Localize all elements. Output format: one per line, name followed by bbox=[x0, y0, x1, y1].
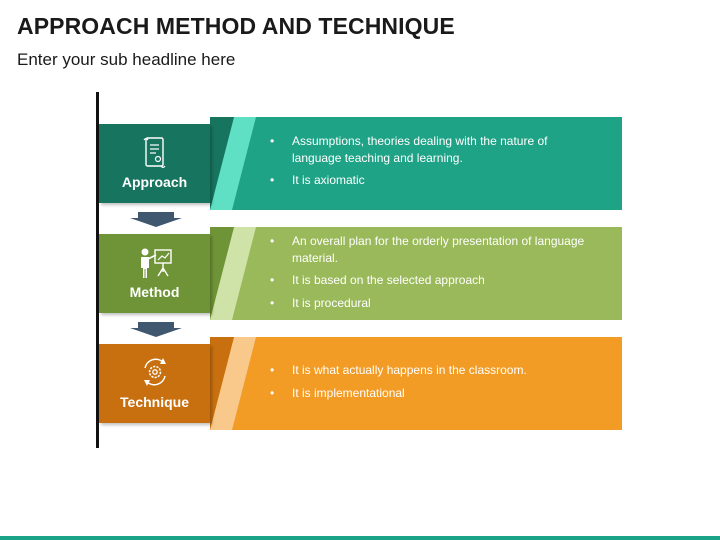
list-item bbox=[268, 172, 598, 189]
document-icon bbox=[99, 136, 210, 170]
technique-label-box bbox=[99, 344, 210, 423]
list-item bbox=[268, 233, 598, 266]
down-arrow-icon bbox=[130, 322, 182, 337]
bullet-dot-icon: • bbox=[270, 363, 275, 377]
approach-label-box bbox=[99, 124, 210, 203]
bullet-dot-icon: • bbox=[270, 385, 275, 400]
method-bullets bbox=[268, 233, 598, 317]
list-item bbox=[268, 362, 598, 379]
page-title: APPROACH METHOD AND TECHNIQUE bbox=[17, 13, 455, 39]
bullet-dot-icon: • bbox=[270, 295, 275, 310]
list-item bbox=[268, 295, 598, 312]
bullet-text: It is based on the selected approach bbox=[292, 273, 485, 287]
cycle-gear-icon bbox=[99, 356, 210, 390]
approach-label: Approach bbox=[121, 174, 188, 190]
bullet-text: It is procedural bbox=[292, 295, 371, 310]
bullet-text: It is implementational bbox=[292, 385, 405, 400]
bullet-text: It is axiomatic bbox=[292, 173, 365, 187]
technique-label: Technique bbox=[120, 394, 189, 410]
bottom-accent-bar bbox=[0, 536, 720, 540]
page-subtitle: Enter your sub headline here bbox=[17, 50, 236, 69]
bullet-dot-icon: • bbox=[270, 134, 275, 148]
approach-bullets bbox=[268, 133, 598, 195]
down-arrow-icon bbox=[130, 212, 182, 227]
bullet-text: Assumptions, theories dealing with the nature of language teaching and learning. bbox=[292, 134, 548, 165]
technique-fold bbox=[210, 337, 256, 430]
method-fold bbox=[210, 227, 256, 320]
bullet-text: An overall plan for the orderly presentation of language material. bbox=[292, 234, 585, 265]
technique-bullets bbox=[268, 362, 598, 407]
bullet-dot-icon: • bbox=[270, 273, 275, 287]
list-item bbox=[268, 133, 598, 166]
list-item bbox=[268, 385, 598, 402]
bullet-dot-icon: • bbox=[270, 234, 275, 248]
approach-fold bbox=[210, 117, 256, 210]
list-item bbox=[268, 272, 598, 289]
method-label: Method bbox=[129, 284, 180, 300]
bullet-dot-icon: • bbox=[270, 173, 275, 187]
method-label-box bbox=[99, 234, 210, 313]
bullet-text: It is what actually happens in the classroom. bbox=[292, 363, 527, 377]
presenter-icon bbox=[99, 246, 210, 280]
